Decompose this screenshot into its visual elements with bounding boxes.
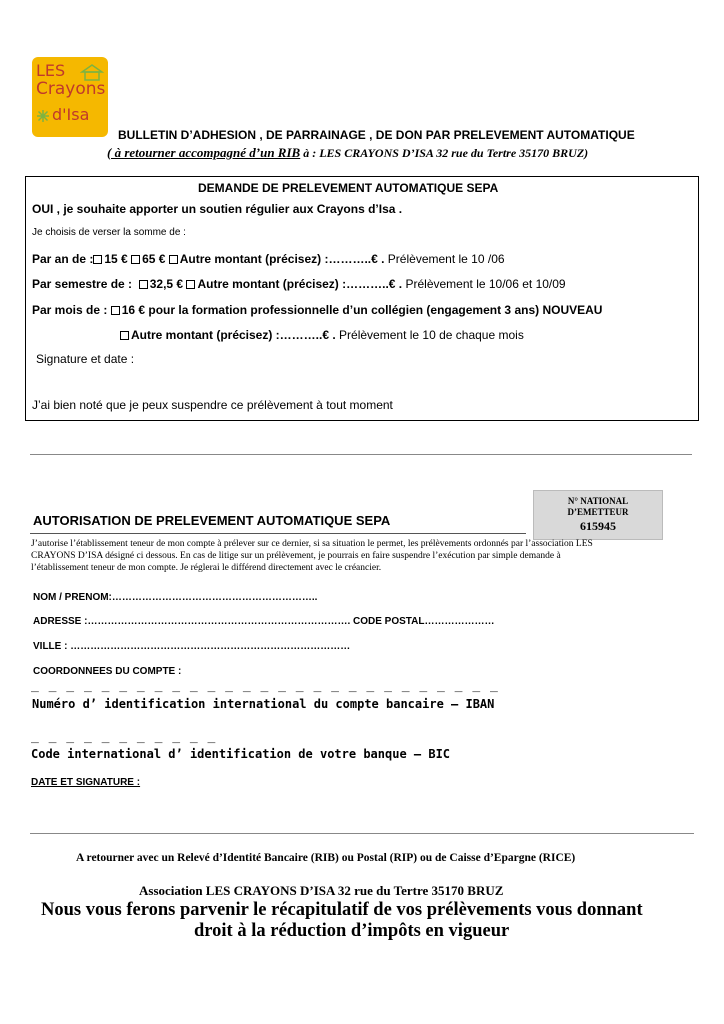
annual-other-label: Autre montant (précisez) :………..€ . bbox=[179, 252, 385, 266]
semester-note: Prélèvement le 10/06 et 10/09 bbox=[402, 277, 566, 291]
return-underlined: ( à retourner accompagné d’un RIB bbox=[107, 145, 301, 160]
house-icon bbox=[80, 63, 104, 81]
footer-association: Association LES CRAYONS D’ISA 32 rue du Tertre 35170 BRUZ bbox=[139, 883, 504, 898]
footer-return-note: A retourner avec un Relevé d’Identité Bancaire (RIB) ou Postal (RIP) ou de Caisse d’Epargne (RICE) bbox=[76, 852, 576, 864]
name-field[interactable]: NOM / PRENOM:…………………………………………………….. bbox=[33, 592, 318, 603]
legal-text-line1: J’autorise l’établissement teneur de mon compte à prélever sur ce dernier, si sa situation le permet, les prélèvements ordonnés par l’association LES bbox=[31, 539, 593, 549]
authorization-title: AUTORISATION DE PRELEVEMENT AUTOMATIQUE SEPA bbox=[33, 513, 391, 528]
date-signature-field[interactable]: DATE ET SIGNATURE : bbox=[31, 777, 141, 788]
semester-label: Par semestre de : bbox=[32, 277, 133, 291]
iban-input[interactable]: _ _ _ _ _ _ _ _ _ _ _ _ _ _ _ _ _ _ _ _ _ _ _ _ _ _ _ bbox=[31, 678, 499, 693]
section-divider bbox=[30, 454, 692, 455]
sepa-box-title: DEMANDE DE PRELEVEMENT AUTOMATIQUE SEPA bbox=[198, 181, 499, 195]
iban-label: Numéro d’ identification international du compte bancaire – IBAN bbox=[32, 697, 495, 711]
national-issuer-number: 615945 bbox=[580, 519, 616, 533]
authorization-underline bbox=[30, 533, 526, 534]
semester-32-label: 32,5 € bbox=[149, 277, 184, 291]
address-field[interactable]: ADRESSE :……………………………………………………………………. CODE POSTAL………………… bbox=[33, 616, 495, 627]
monthly-other-row bbox=[120, 328, 524, 342]
logo-text-crayons: Crayons bbox=[36, 79, 106, 99]
annual-65-label: 65 € bbox=[142, 252, 166, 266]
monthly-16-checkbox[interactable] bbox=[111, 306, 120, 315]
annual-label: Par an de : bbox=[32, 252, 94, 266]
national-label-2: D’EMETTEUR bbox=[567, 507, 629, 517]
suspend-note: J’ai bien noté que je peux suspendre ce prélèvement à tout moment bbox=[32, 398, 393, 412]
footer-promise-line1: Nous vous ferons parvenir le récapitulatif de vos prélèvements vous donnant bbox=[41, 900, 643, 920]
return-instructions bbox=[107, 145, 588, 161]
legal-text-line3: l’établissement teneur de mon compte. Je réglerai le différend directement avec le créancier. bbox=[31, 563, 382, 573]
signature-date-label: Signature et date : bbox=[36, 352, 135, 366]
account-details-label: COORDONNEES DU COMPTE : bbox=[33, 666, 182, 677]
semester-other-label: Autre montant (précisez) :………..€ . bbox=[197, 277, 403, 291]
support-intro: OUI , je souhaite apporter un soutien régulier aux Crayons d’Isa . bbox=[32, 202, 403, 216]
footer-divider bbox=[30, 833, 694, 834]
choose-amount-text: Je choisis de verser la somme de : bbox=[32, 227, 186, 238]
national-label-1: N° NATIONAL bbox=[567, 496, 629, 506]
annual-other-checkbox[interactable] bbox=[169, 255, 178, 264]
bic-label: Code international d’ identification de votre banque – BIC bbox=[31, 747, 451, 761]
semester-32-checkbox[interactable] bbox=[139, 280, 148, 289]
annual-note: Prélèvement le 10 /06 bbox=[384, 252, 505, 266]
monthly-note: Prélèvement le 10 de chaque mois bbox=[335, 328, 524, 342]
crayons-disa-logo bbox=[32, 57, 108, 137]
national-issuer-box bbox=[533, 490, 663, 540]
monthly-other-checkbox[interactable] bbox=[120, 331, 129, 340]
bic-input[interactable]: _ _ _ _ _ _ _ _ _ _ _ bbox=[31, 729, 217, 744]
annual-15-label: 15 € bbox=[104, 252, 128, 266]
city-field[interactable]: VILLE : ………………………………………………………………………… bbox=[33, 641, 351, 652]
monthly-16-label: 16 € pour la formation professionnelle d’un collégien (engagement 3 ans) NOUVEAU bbox=[121, 303, 603, 317]
logo-text-les: LES bbox=[36, 61, 66, 80]
return-address: à : LES CRAYONS D’ISA 32 rue du Tertre 35170 BRUZ) bbox=[300, 146, 589, 160]
sepa-request-box bbox=[25, 176, 699, 421]
annual-65-checkbox[interactable] bbox=[131, 255, 140, 264]
semester-row bbox=[32, 277, 566, 291]
monthly-row bbox=[32, 303, 602, 317]
monthly-other-label: Autre montant (précisez) :………..€ . bbox=[131, 328, 336, 342]
logo-text-disa: d'Isa bbox=[52, 105, 90, 124]
sun-icon bbox=[36, 109, 50, 123]
annual-15-checkbox[interactable] bbox=[93, 255, 102, 264]
legal-text-line2: CRAYONS D’ISA désigné ci dessous. En cas de litige sur un prélèvement, je pourrais en faire suspendre l’exécution par simple demande à bbox=[31, 551, 561, 561]
annual-row bbox=[32, 252, 505, 266]
monthly-label: Par mois de : bbox=[32, 303, 108, 317]
footer-promise-line2: droit à la réduction d’impôts en vigueur bbox=[194, 921, 510, 941]
semester-other-checkbox[interactable] bbox=[186, 280, 195, 289]
form-title: BULLETIN D’ADHESION , DE PARRAINAGE , DE DON PAR PRELEVEMENT AUTOMATIQUE bbox=[118, 128, 635, 142]
